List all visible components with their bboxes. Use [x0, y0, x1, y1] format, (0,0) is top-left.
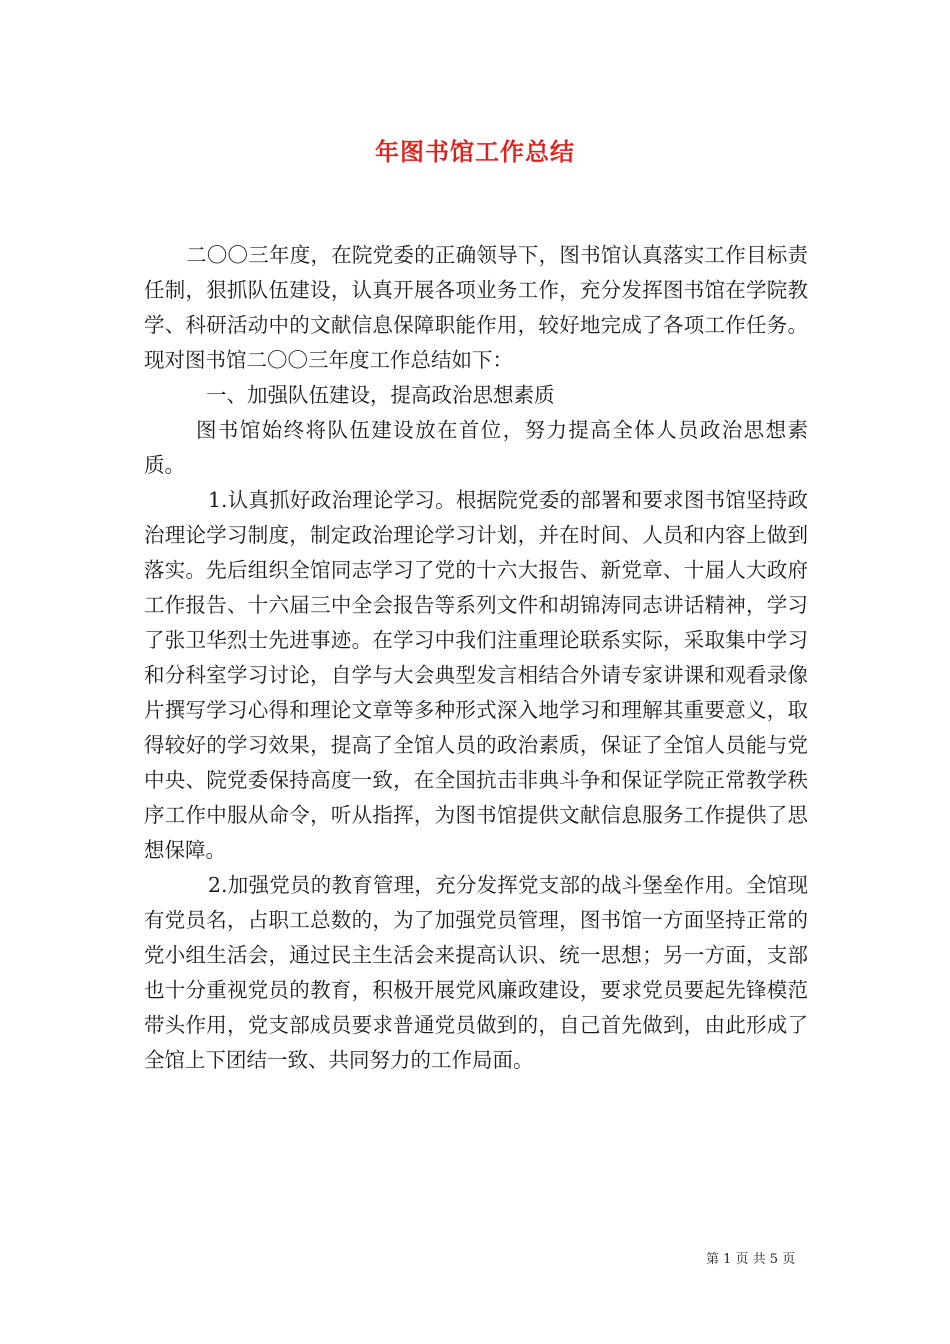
item-2-paragraph: 2.加强党员的教育管理，充分发挥党支部的战斗堡垒作用。全馆现有党员名，占职工总数的，为了加强党员管理，图书馆一方面坚持正常的党小组生活会，通过民主生活会来提高认识、统一思想；另一方面，支部也十分重视党员的教育，积极开展党风廉政建设，要求党员要起先锋模范带头作用，党支部成员要求普通党员做到的，自己首先做到，由此形成了全馆上下团结一致、共同努力的工作局面。	[144, 873, 808, 1072]
intro-paragraph: 二〇〇三年度，在院党委的正确领导下，图书馆认真落实工作目标责任制，狠抓队伍建设，认真开展各项业务工作，充分发挥图书馆在学院教学、科研活动中的文献信息保障职能作用，较好地完成了各项工作任务。现对图书馆二〇〇三年度工作总结如下：	[144, 243, 808, 372]
item-1-paragraph: 1.认真抓好政治理论学习。根据院党委的部署和要求图书馆坚持政治理论学习制度，制定政治理论学习计划，并在时间、人员和内容上做到落实。先后组织全馆同志学习了党的十六大报告、新党章、十届人大政府工作报告、十六届三中全会报告等系列文件和胡锦涛同志讲话精神，学习了张卫华烈士先进事迹。在学习中我们注重理论联系实际，采取集中学习和分科室学习讨论，自学与大会典型发言相结合外请专家讲课和观看录像片撰写学习心得和理论文章等多种形式深入地学习和理解其重要意义，取得较好的学习效果，提高了全馆人员的政治素质，保证了全馆人员能与党中央、院党委保持高度一致，在全国抗击非典斗争和保证学院正常教学秩序工作中服从命令，听从指挥，为图书馆提供文献信息服务工作提供了思想保障。	[144, 488, 808, 862]
page-number: 第 1 页 共 5 页	[706, 1252, 796, 1267]
section-intro-paragraph: 图书馆始终将队伍建设放在首位，努力提高全体人员政治思想素质。	[144, 418, 808, 477]
section-heading: 一、加强队伍建设，提高政治思想素质	[206, 383, 555, 407]
document-body	[144, 238, 808, 1078]
document-title: 年图书馆工作总结	[375, 137, 575, 166]
